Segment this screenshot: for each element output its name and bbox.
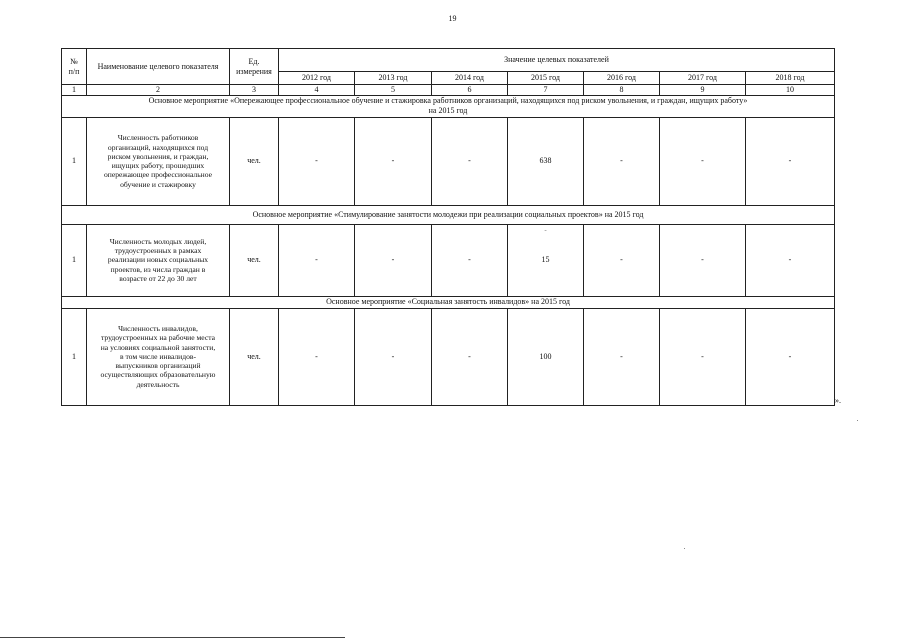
value-cell: -	[746, 117, 835, 205]
target-indicators-table	[61, 48, 835, 406]
value-cell: -	[584, 224, 660, 296]
indicator-name: Численность инвалидов, трудоустроенных на рабочие места на условиях социальной занятости, в том числе инвалидов- выпускников организаций осуществляющих образовательную деятельность	[87, 308, 230, 405]
value-cell: -	[432, 224, 508, 296]
value-cell: -	[660, 308, 746, 405]
unit-cell: чел.	[230, 117, 279, 205]
header-year: 2017 год	[660, 72, 746, 85]
header-values-group: Значение целевых показателей	[279, 49, 835, 72]
value-cell	[508, 224, 584, 296]
value-cell: -	[584, 117, 660, 205]
column-number: 3	[230, 85, 279, 96]
section-title-row	[62, 205, 835, 224]
row-num: 1	[62, 308, 87, 405]
value-cell: -	[355, 117, 432, 205]
header-year: 2018 год	[746, 72, 835, 85]
closing-quote-mark: ».	[835, 396, 841, 405]
header-year: 2012 год	[279, 72, 355, 85]
header-unit: Ед. измерения	[230, 49, 279, 85]
value-cell: -	[584, 308, 660, 405]
section-title: Основное мероприятие «Социальная занятость инвалидов» на 2015 год	[62, 296, 835, 308]
value-cell: -	[355, 308, 432, 405]
value-cell: -	[355, 224, 432, 296]
header-year: 2015 год	[508, 72, 584, 85]
unit-cell: чел.	[230, 308, 279, 405]
value-cell: -	[660, 224, 746, 296]
table-row	[62, 117, 835, 205]
scan-speck	[684, 548, 685, 549]
header-num: № п/п	[62, 49, 87, 85]
value-cell: -	[279, 224, 355, 296]
value-cell: -	[432, 308, 508, 405]
header-indicator-name: Наименование целевого показателя	[87, 49, 230, 85]
section-title: Основное мероприятие «Стимулирование занятости молодежи при реализации социальных проектов» на 2015 год	[62, 205, 835, 224]
value-cell: -	[432, 117, 508, 205]
value-cell: -	[746, 224, 835, 296]
value-text: 15	[541, 255, 550, 265]
section-title-row	[62, 296, 835, 308]
row-num: 1	[62, 224, 87, 296]
column-number: 1	[62, 85, 87, 96]
value-cell: -	[660, 117, 746, 205]
column-number: 7	[508, 85, 584, 96]
header-row	[62, 49, 835, 72]
column-number: 5	[355, 85, 432, 96]
unit-cell: чел.	[230, 224, 279, 296]
scan-edge-line	[0, 637, 345, 638]
column-number: 6	[432, 85, 508, 96]
table-row	[62, 308, 835, 405]
header-year: 2016 год	[584, 72, 660, 85]
value-cell: 100	[508, 308, 584, 405]
scan-speck	[857, 420, 858, 421]
indicator-name: Численность молодых людей, трудоустроенных в рамках реализации новых социальных проектов, из числа граждан в возрасте от 22 до 30 лет	[87, 224, 230, 296]
column-number: 10	[746, 85, 835, 96]
page-number: 19	[448, 14, 457, 23]
section-title-row	[62, 95, 835, 117]
value-cell: -	[279, 117, 355, 205]
header-year: 2014 год	[432, 72, 508, 85]
column-number: 8	[584, 85, 660, 96]
value-cell: -	[746, 308, 835, 405]
header-year: 2013 год	[355, 72, 432, 85]
row-num: 1	[62, 117, 87, 205]
section-title: Основное мероприятие «Опережающее профессиональное обучение и стажировка работников организаций, находящихся под риском увольнения, и граждан, ищущих работу» на 2015 год	[62, 95, 835, 117]
stray-mark: -	[544, 225, 547, 234]
value-cell: 638	[508, 117, 584, 205]
indicator-name: Численность работников организаций, находящихся под риском увольнения, и граждан, ищущих работу, прошедших опережающее профессиональное обучение и стажировку	[87, 117, 230, 205]
column-number: 4	[279, 85, 355, 96]
column-numbers-row	[62, 85, 835, 96]
value-cell: -	[279, 308, 355, 405]
column-number: 9	[660, 85, 746, 96]
table-row	[62, 224, 835, 296]
column-number: 2	[87, 85, 230, 96]
